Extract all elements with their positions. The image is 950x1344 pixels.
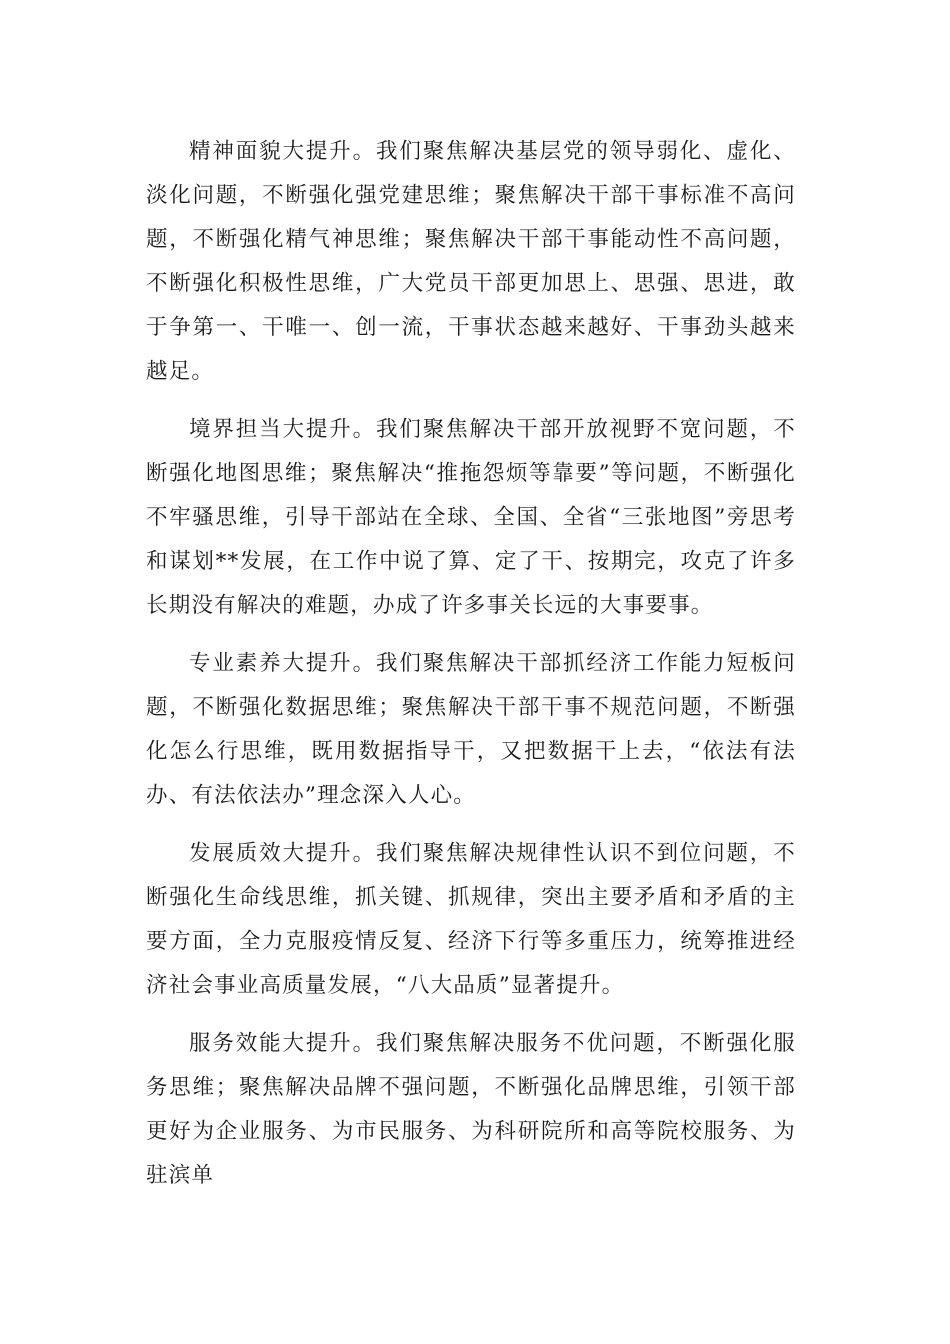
document-body <box>146 130 796 1212</box>
paragraph-service: 服务效能大提升。我们聚焦解决服务不优问题，不断强化服务思维；聚焦解决品牌不强问题，不断强化品牌思维，引领干部更好为企业服务、为市民服务、为科研院所和高等院校服务、为驻滨单 <box>146 1031 796 1188</box>
paragraph-professionalism: 专业素养大提升。我们聚焦解决干部抓经济工作能力短板问题，不断强化数据思维；聚焦解决干部干事不规范问题，不断强化怎么行思维，既用数据指导干，又把数据干上去，“依法有法办、有法依法办”理念深入人心。 <box>146 651 796 808</box>
paragraph-responsibility: 境界担当大提升。我们聚焦解决干部开放视野不宽问题，不断强化地图思维；聚焦解决“推拖怨烦等靠要”等问题，不断强化不牢骚思维，引导干部站在全球、全国、全省“三张地图”旁思考和谋划**发展，在工作中说了算、定了干、按期完，攻克了许多长期没有解决的难题，办成了许多事关长远的大事要事。 <box>146 417 796 618</box>
paragraph-development: 发展质效大提升。我们聚焦解决规律性认识不到位问题，不断强化生命线思维，抓关键、抓规律，突出主要矛盾和矛盾的主要方面，全力克服疫情反复、经济下行等多重压力，统筹推进经济社会事业高质量发展，“八大品质”显著提升。 <box>146 841 796 998</box>
paragraph-spirit: 精神面貌大提升。我们聚焦解决基层党的领导弱化、虚化、淡化问题，不断强化强党建思维；聚焦解决干部干事标准不高问题，不断强化精气神思维；聚焦解决干部干事能动性不高问题，不断强化积极性思维，广大党员干部更加思上、思强、思进，敢于争第一、干唯一、创一流，干事状态越来越好、干事劲头越来越足。 <box>146 139 796 384</box>
